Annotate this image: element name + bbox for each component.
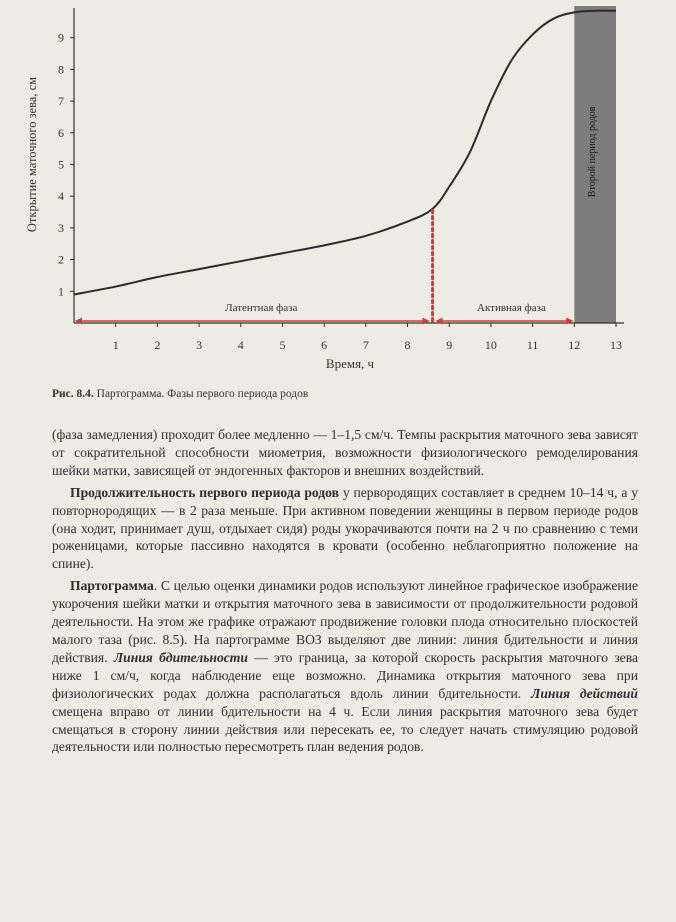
figure-caption-text: Партограмма. Фазы первого периода родов	[96, 388, 309, 400]
active-phase-label: Активная фаза	[477, 302, 546, 314]
paragraph-3	[52, 577, 638, 756]
x-tick-label: 10	[484, 338, 497, 352]
x-tick-label: 3	[196, 338, 203, 352]
x-tick-label: 2	[154, 338, 161, 352]
x-tick-label: 9	[446, 338, 453, 352]
x-axis-label: Время, ч	[325, 356, 375, 371]
paragraph-1: (фаза замедления) проходит более медленно — 1–1,5 см/ч. Темпы раскрытия маточного зева зависят от сократительной способности миометрия, возможности физиологического ремоделирования шейки матки, зависящей от эндогенных факторов и внешних воздействий.	[52, 427, 638, 478]
x-tick-group	[113, 323, 622, 352]
second-period-label: Второй период родов	[587, 106, 599, 198]
paragraph-2-heading: Продолжительность первого периода родов	[70, 484, 339, 500]
x-tick-label: 4	[237, 338, 244, 352]
y-axis-label: Открытие маточного зева, см	[25, 76, 39, 233]
vigilance-line-term: Линия бдительности	[113, 649, 248, 665]
y-tick-group	[58, 31, 74, 299]
x-tick-label: 12	[568, 338, 581, 352]
x-tick-label: 1	[112, 338, 119, 352]
x-tick-label: 7	[362, 338, 369, 352]
y-tick-label: 5	[58, 157, 64, 172]
paragraph-3-text-c: смещена вправо от линии бдительности на 4 ч. Если линия раскрытия маточного зева будет смещаться в сторону линии действия или пересекать ее, то следует начать стимуляцию родовой деятельности или полностью пересмотреть план ведения родов.	[52, 703, 638, 755]
x-tick-label: 13	[610, 338, 622, 352]
x-tick-label: 5	[279, 338, 286, 352]
dilation-curve	[74, 11, 616, 295]
paragraph-2-text: у первородящих составляет в среднем 10–14 ч, а у повторнородящих — в 2 раза меньше. При активном поведении женщины в первом периоде родов (она ходит, принимает душ, отдыхает сидя) роды укорачиваются почти на 2 ч по сравнению с теми роженицами, которые пассивно находятся в кровати (особенно неблагоприятно положение на спине).	[52, 484, 638, 572]
y-tick-label: 3	[58, 220, 64, 235]
paragraph-2	[52, 484, 638, 574]
body-text	[52, 426, 638, 756]
figure-caption-label: Рис. 8.4.	[52, 388, 94, 400]
y-tick-label: 9	[58, 30, 64, 45]
y-tick-label: 1	[58, 284, 64, 299]
paragraph-3-heading: Партограмма	[70, 578, 154, 594]
figure-caption	[52, 388, 652, 400]
y-tick-label: 4	[58, 189, 64, 204]
y-tick-label: 2	[58, 252, 64, 267]
action-line-term: Линия действий	[531, 685, 638, 701]
y-tick-label: 7	[58, 94, 64, 109]
x-tick-label: 8	[404, 338, 411, 352]
partogram-chart	[0, 0, 676, 390]
y-tick-label: 6	[58, 125, 64, 140]
paragraph-3-text-a: . С целью оценки динамики родов используют линейное графическое изображение укорочения шейки матки и открытия маточного зева в зависимости от продолжительности родовой деятельности. На этом же графике отражают продвижение головки плода относительно плоскостей малого таза (рис. 8.5). На партограмме ВОЗ выделяют две линии: линия бдительности и линия действия.	[52, 578, 638, 665]
paragraph-3-text-b: — это граница, за которой скорость раскрытия маточного зева ниже 1 см/ч, когда наблюдение еще возможно. Динамика открытия маточного зева при физиологических родах должна располагаться вдоль линии бдительности.	[52, 649, 638, 701]
x-tick-label: 11	[526, 338, 539, 352]
y-tick-label: 8	[58, 62, 64, 77]
x-tick-label: 6	[321, 338, 328, 352]
latent-phase-label: Латентная фаза	[225, 302, 298, 314]
